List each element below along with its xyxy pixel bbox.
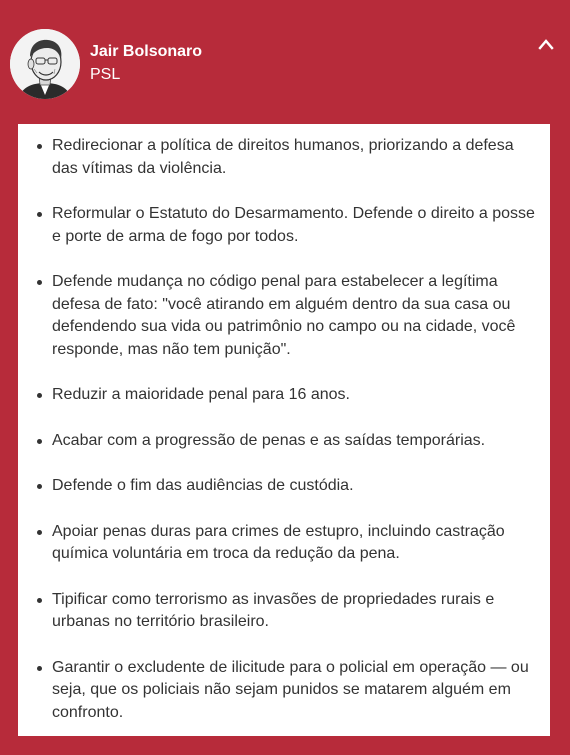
candidate-name: Jair Bolsonaro — [90, 43, 203, 60]
list-item: Defende o fim das audiências de custódia. — [52, 475, 538, 498]
candidate-avatar — [10, 29, 80, 99]
candidate-header[interactable] — [0, 0, 570, 122]
list-item: Apoiar penas duras para crimes de estupro, incluindo castração química voluntária em troca da redução da pena. — [52, 521, 538, 566]
list-item: Defende mudança no código penal para estabelecer a legítima defesa de fato: "você atirando em alguém dentro da sua casa ou defendendo sua vida ou patrimônio no campo ou na cidade, você responde, mas não tem punição". — [52, 271, 538, 361]
list-item: Acabar com a progressão de penas e as saídas temporárias. — [52, 430, 538, 453]
portrait-illustration-icon — [10, 29, 80, 99]
proposals-panel — [18, 124, 550, 736]
chevron-up-icon[interactable] — [534, 35, 558, 55]
proposals-list — [18, 124, 550, 724]
list-item: Garantir o excludente de ilicitude para o policial em operação — ou seja, que os policiais não sejam punidos se matarem alguém em confronto. — [52, 657, 538, 725]
candidate-party: PSL — [90, 66, 121, 83]
list-item: Redirecionar a política de direitos humanos, priorizando a defesa das vítimas da violência. — [52, 135, 538, 180]
list-item: Reformular o Estatuto do Desarmamento. Defende o direito a posse e porte de arma de fogo por todos. — [52, 203, 538, 248]
list-item: Tipificar como terrorismo as invasões de propriedades rurais e urbanas no território brasileiro. — [52, 589, 538, 634]
list-item: Reduzir a maioridade penal para 16 anos. — [52, 384, 538, 407]
